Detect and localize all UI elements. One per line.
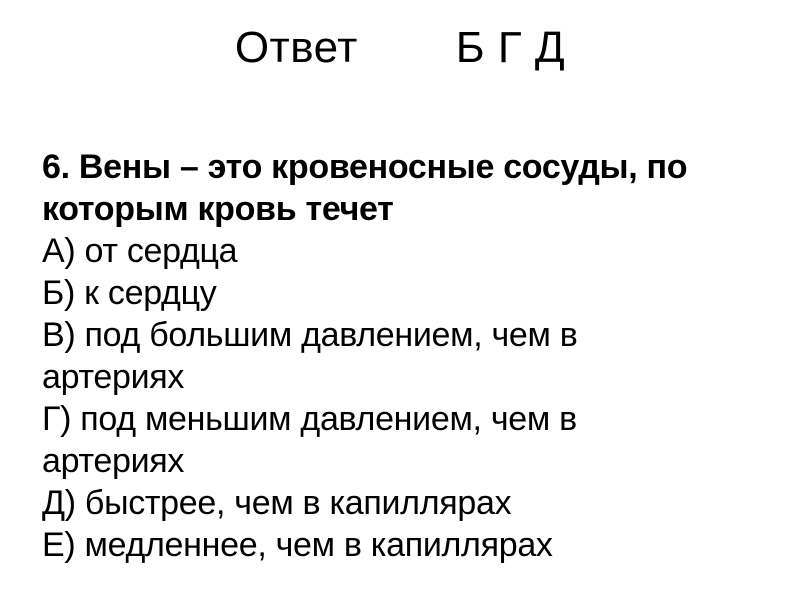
option-g-line-1: Г) под меньшим давлением, чем в <box>42 400 577 438</box>
question-text-line-1: 6. Вены – это кровеносные сосуды, по <box>42 148 688 186</box>
question-text-line-2: которым кровь течет <box>42 190 394 228</box>
question-block <box>42 146 687 566</box>
option-d: Д) быстрее, чем в капиллярах <box>42 484 512 522</box>
option-e: Е) медленнее, чем в капиллярах <box>42 526 553 564</box>
answer-title-label: Ответ <box>234 23 358 72</box>
option-b: Б) к сердцу <box>42 274 217 312</box>
option-v-line-2: артериях <box>42 358 185 396</box>
option-a: А) от сердца <box>42 232 238 270</box>
option-g-line-2: артериях <box>42 442 185 480</box>
slide-title <box>0 22 800 74</box>
answer-title-value: Б Г Д <box>455 23 566 72</box>
option-v-line-1: В) под большим давлением, чем в <box>42 316 578 354</box>
